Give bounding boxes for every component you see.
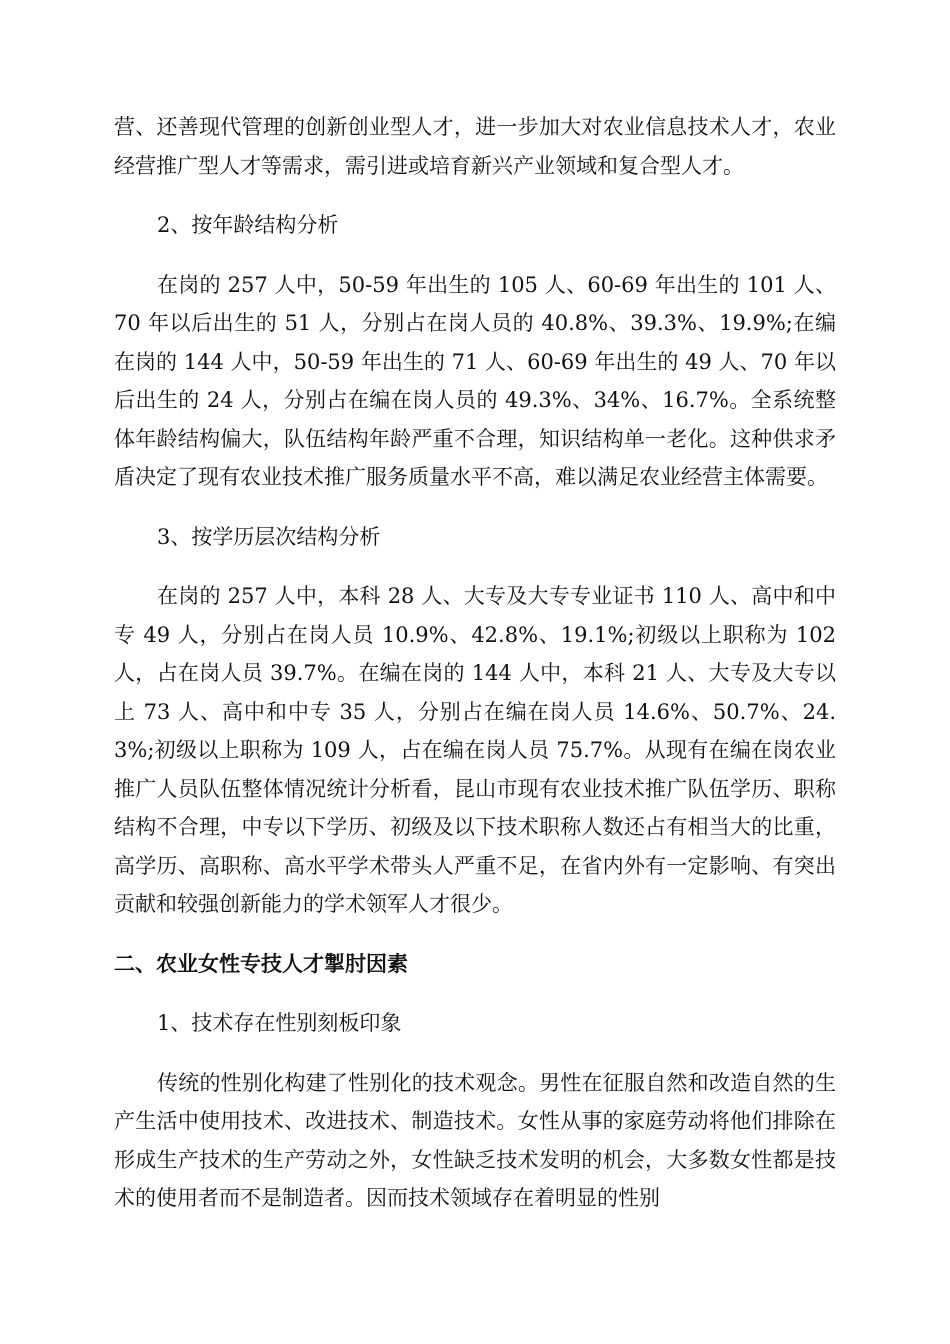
paragraph-education-analysis: 在岗的 257 人中，本科 28 人、大专及大专专业证书 110 人、高中和中专 49 人，分别占在岗人员 10.9%、42.8%、19.1%;初级以上职称为 102 人，占在岗人员 39.7%。在编在岗的 144 人中，本科 21 人、大专及大专以上 73 人、高中和中专 35 人，分别占在编在岗人员 14.6%、50.7%、24.3%;初级以上职称为 109 人，占在编在岗人员 75.7%。从现有在编在岗农业推广人员队伍整体情况统计分析看，昆山市现有农业技术推广队伍学历、职称结构不合理，中专以下学历、初级及以下技术职称人数还占有相当大的比重，高学历、高职称、高水平学术带头人严重不足，在省内外有一定影响、有突出贡献和较强创新能力的学术领军人才很少。: [114, 584, 836, 916]
subheading-gender-stereotype: 1、技术存在性别刻板印象: [157, 1011, 402, 1035]
section-heading-constraints: 二、农业女性专技人才掣肘因素: [114, 951, 408, 976]
paragraph-age-analysis: 在岗的 257 人中，50-59 年出生的 105 人、60-69 年出生的 101 人、70 年以后出生的 51 人，分别占在岗人员的 40.8%、39.3%、19.9%;在编在岗的 144 人中，50-59 年出生的 71 人、60-69 年出生的 49 人、70 年以后出生的 24 人，分别占在编在岗人员的 49.3%、34%、16.7%。全系统整体年龄结构偏大，队伍结构年龄严重不合理，知识结构单一老化。这种供求矛盾决定了现有农业技术推广服务质量水平不高，难以满足农业经营主体需要。: [114, 272, 836, 489]
paragraph-gender-technology: 传统的性别化构建了性别化的技术观念。男性在征服自然和改造自然的生产生活中使用技术、改进技术、制造技术。女性从事的家庭劳动将他们排除在形成生产技术的生产劳动之外，女性缺乏技术发明的机会，大多数女性都是技术的使用者而不是制造者。因而技术领域存在着明显的性别: [114, 1070, 836, 1210]
subheading-education-structure: 3、按学历层次结构分析: [157, 524, 381, 549]
document-body: [114, 108, 836, 1218]
paragraph-continued: 营、还善现代管理的创新创业型人才，进一步加大对农业信息技术人才，农业经营推广型人才等需求，需引进或培育新兴产业领域和复合型人才。: [114, 115, 836, 178]
subheading-age-structure: 2、按年龄结构分析: [157, 213, 339, 237]
